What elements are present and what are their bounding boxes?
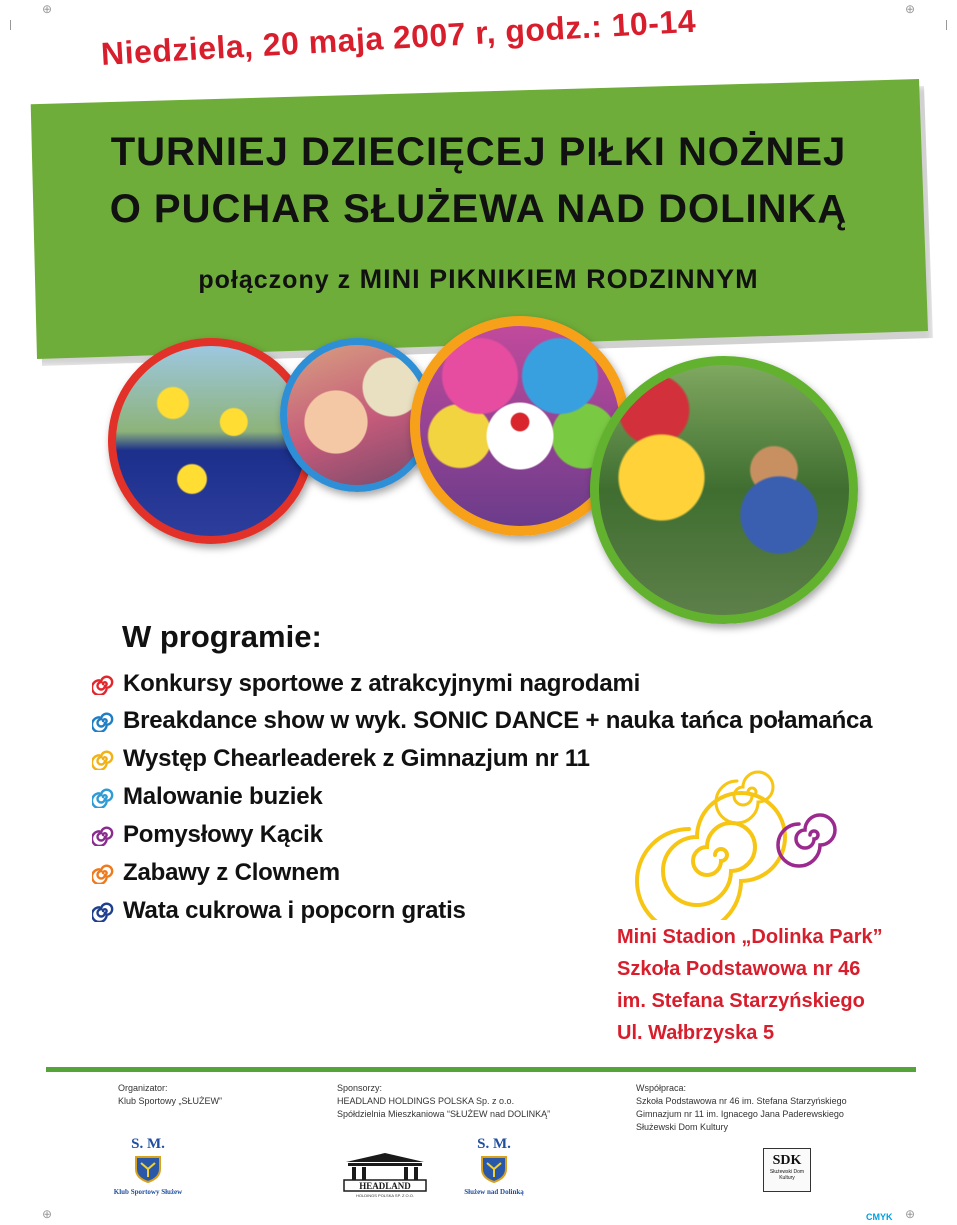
program-item — [92, 666, 640, 702]
cooperation-line: Służewski Dom Kultury — [636, 1122, 729, 1132]
sponsor-line: Spółdzielnia Mieszkaniowa “SŁUŻEW nad DOLINKĄ” — [337, 1109, 551, 1119]
sdk-logo-caption: Służewski Dom Kultury — [769, 1169, 805, 1181]
print-mark-text: CMYK — [866, 1212, 893, 1222]
program-item — [92, 741, 590, 777]
headland-logo-text: HEADLAND — [359, 1181, 411, 1191]
organizer-label: Organizator: — [118, 1083, 168, 1093]
event-title-line2: O PUCHAR SŁUŻEWA NAD DOLINKĄ — [109, 187, 848, 231]
event-title-line1: TURNIEJ DZIECIĘCEJ PIŁKI NOŻNEJ — [110, 130, 847, 174]
address-line: Szkoła Podstawowa nr 46 — [617, 958, 861, 980]
swirl-bullet-icon — [92, 900, 114, 922]
program-item — [92, 817, 323, 853]
decorative-swirls — [630, 760, 870, 920]
sponsor-line: HEADLAND HOLDINGS POLSKA Sp. z o.o. — [337, 1096, 515, 1106]
swirl-bullet-icon — [92, 786, 114, 808]
program-item-text: Wata cukrowa i popcorn gratis — [123, 897, 466, 924]
headland-logo-subtext: HOLDINGS POLSKA SP. Z O.O. — [356, 1193, 414, 1198]
crop-mark-icon: ⊕ — [904, 2, 916, 16]
organizer-logo-caption: Klub Sportowy Służew — [113, 1188, 183, 1196]
organizer-logo-letters: S. M. — [131, 1136, 165, 1152]
program-item — [92, 893, 466, 929]
event-subtitle — [0, 264, 957, 295]
print-color-mark — [866, 1212, 893, 1222]
sm-dolinka-logo — [434, 1136, 554, 1196]
subtitle-main: MINI PIKNIKIEM RODZINNYM — [359, 264, 759, 294]
swirl-bullet-icon — [92, 673, 114, 695]
cooperation-label: Współpraca: — [636, 1083, 687, 1093]
sdk-logo — [763, 1148, 811, 1192]
program-item-text: Zabawy z Clownem — [123, 859, 340, 886]
program-item-text: Występ Chearleaderek z Gimnazjum nr 11 — [123, 745, 590, 772]
address-line: Ul. Wałbrzyska 5 — [617, 1022, 775, 1044]
address-line: im. Stefana Starzyńskiego — [617, 990, 865, 1012]
organizer-logo — [88, 1136, 208, 1196]
cooperation-line: Szkoła Podstawowa nr 46 im. Stefana Starzyńskiego — [636, 1096, 847, 1106]
swirl-bullet-icon — [92, 710, 114, 732]
swirl-bullet-icon — [92, 862, 114, 884]
football-team-photo — [108, 338, 314, 544]
crop-mark-icon: ⊕ — [41, 1207, 53, 1221]
organizer-block — [118, 1082, 222, 1108]
program-item — [92, 779, 323, 815]
kids-painting-photo — [590, 356, 858, 624]
swirl-bullet-icon — [92, 748, 114, 770]
program-item-text: Konkursy sportowe z atrakcyjnymi nagrodami — [123, 670, 641, 697]
crop-mark-icon: ⊕ — [41, 2, 53, 16]
cooperation-line: Gimnazjum nr 11 im. Ignacego Jana Paderewskiego — [636, 1109, 844, 1119]
trim-line — [946, 20, 947, 30]
sponsors-label: Sponsorzy: — [337, 1083, 383, 1093]
footer-divider — [46, 1067, 916, 1072]
program-item — [92, 703, 872, 739]
address-line: Mini Stadion „Dolinka Park” — [617, 926, 883, 948]
program-item-text: Malowanie buziek — [123, 783, 323, 810]
program-item-text: Pomysłowy Kącik — [123, 821, 323, 848]
crest-icon — [477, 1153, 511, 1183]
sponsor-logo-letters: S. M. — [477, 1136, 511, 1152]
cooperation-block — [636, 1082, 847, 1134]
program-item — [92, 855, 340, 891]
yellow-large-swirl — [637, 793, 785, 920]
sdk-logo-letters: SDK — [772, 1153, 802, 1168]
crest-icon — [131, 1153, 165, 1183]
subtitle-prefix: połączony z — [198, 266, 352, 294]
organizer-name: Klub Sportowy „SŁUŻEW” — [118, 1096, 223, 1106]
program-item-text: Breakdance show w wyk. SONIC DANCE + nauka tańca połamańca — [123, 707, 873, 734]
headland-logo — [338, 1152, 432, 1198]
program-heading: W programie: — [122, 619, 322, 654]
sponsors-block — [337, 1082, 550, 1121]
event-date: Niedziela, 20 maja 2007 r, godz.: 10-14 — [100, 2, 697, 72]
swirl-bullet-icon — [92, 824, 114, 846]
trim-line — [10, 20, 11, 30]
sponsor-logo-caption: Służew nad Dolinką — [464, 1188, 524, 1196]
crop-mark-icon: ⊕ — [904, 1207, 916, 1221]
